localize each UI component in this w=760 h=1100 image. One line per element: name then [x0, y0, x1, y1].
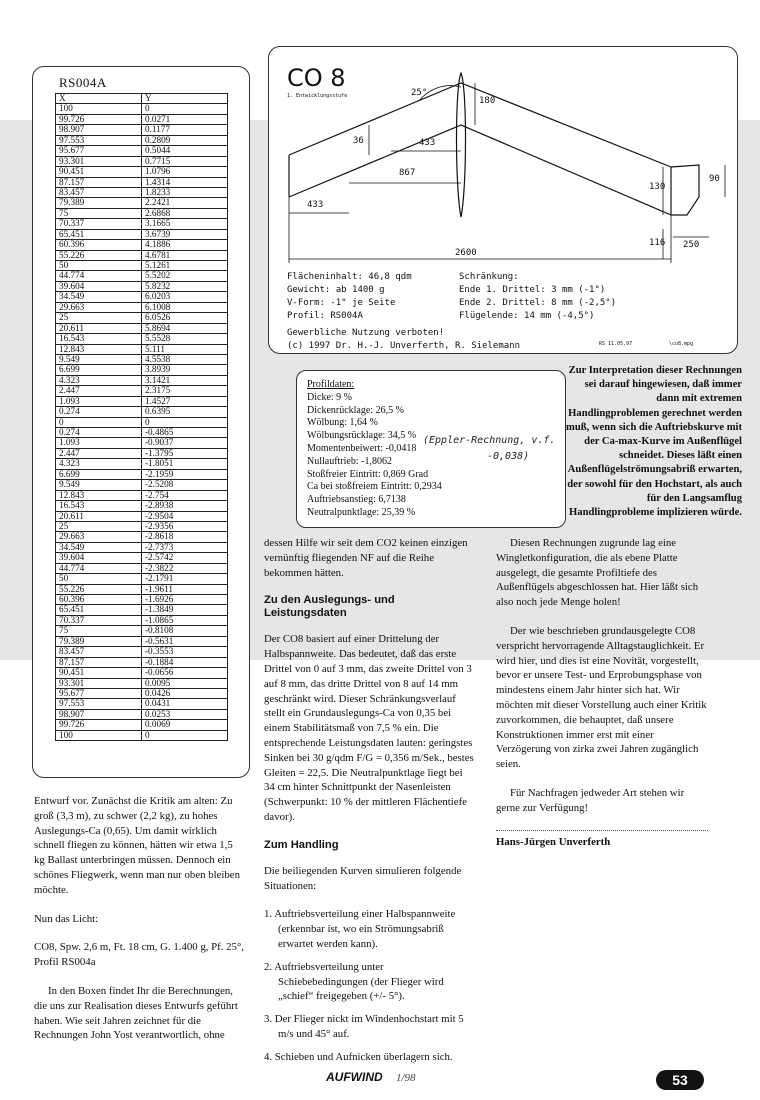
- handwritten-note-1: (Eppler-Rechnung, v.f.: [423, 435, 556, 446]
- dim-label-433-bottom: 433: [307, 200, 324, 210]
- dim-label-36: 36: [353, 136, 364, 146]
- cell-y: 1.0796: [142, 167, 228, 177]
- table-row: [56, 313, 228, 323]
- cell-x: 98.907: [56, 709, 142, 719]
- table-row: [56, 323, 228, 333]
- cell-y: 0.2809: [142, 135, 228, 145]
- table-row: [56, 261, 228, 271]
- table-row: [56, 354, 228, 364]
- cell-x: 16.543: [56, 334, 142, 344]
- cell-y: 0.0426: [142, 688, 228, 698]
- cell-y: -2.8618: [142, 532, 228, 542]
- list-item: 4. Schieben und Aufnicken überlagern sich.: [264, 1050, 453, 1063]
- table-row: [56, 438, 228, 448]
- cell-x: 60.396: [56, 240, 142, 250]
- column-header-x: X: [56, 94, 142, 104]
- col1-paragraph-4: In den Boxen findet Ihr die Berechnungen, die uns zur Realisation dieses Entwurfs geführt haben. Wie seit Jahren zeichnet für die Rechnungen John Yost verantwortlich, ohne: [34, 984, 238, 1042]
- cell-x: 70.337: [56, 615, 142, 625]
- table-row: [56, 511, 228, 521]
- spec-profile: Profil: RS004A: [287, 311, 363, 321]
- table-row: [56, 521, 228, 531]
- drawing-notice: Gewerbliche Nutzung verboten!: [287, 328, 445, 338]
- cell-x: 100: [56, 104, 142, 114]
- list-item: 1. Auftriebsverteilung einer Halbspannweite (erkennbar ist, wo ein Strömungsabriß erwartet werden kann).: [264, 908, 456, 950]
- page-number: 53: [656, 1070, 704, 1090]
- profile-line: Auftriebsanstieg: 6,7138: [307, 494, 406, 506]
- cell-x: 1.093: [56, 438, 142, 448]
- cell-x: 50: [56, 261, 142, 271]
- cell-y: 0.5044: [142, 146, 228, 156]
- table-row: [56, 250, 228, 260]
- fuselage-outline: [457, 73, 466, 217]
- cell-x: 9.549: [56, 354, 142, 364]
- table-row: [56, 626, 228, 636]
- cell-x: 97.553: [56, 135, 142, 145]
- table-row: [56, 574, 228, 584]
- cell-x: 98.907: [56, 125, 142, 135]
- cell-y: 0.0095: [142, 678, 228, 688]
- table-row: [56, 135, 228, 145]
- profile-heading: Profildaten:: [307, 379, 355, 390]
- drawing-copyright: (c) 1997 Dr. H.-J. Unverferth, R. Sielemann: [287, 341, 520, 351]
- column-2: [264, 536, 476, 1073]
- cell-y: 0: [142, 104, 228, 114]
- cell-y: -1.8051: [142, 459, 228, 469]
- col2-heading-1: Zu den Auslegungs- und Leistungsdaten: [264, 594, 395, 620]
- table-row: [56, 668, 228, 678]
- dim-label-116: 116: [649, 238, 666, 248]
- spec-washout-tip: Flügelende: 14 mm (-4,5°): [459, 311, 595, 321]
- cell-y: -0.0656: [142, 668, 228, 678]
- table-row: [56, 490, 228, 500]
- cell-y: -1.0865: [142, 615, 228, 625]
- cell-y: -0.9037: [142, 438, 228, 448]
- cell-y: 2.3175: [142, 386, 228, 396]
- profile-line: Momentenbeiwert: -0,0418: [307, 442, 417, 454]
- cell-x: 12.843: [56, 490, 142, 500]
- cell-y: -1.9611: [142, 584, 228, 594]
- table-row: [56, 469, 228, 479]
- col3-paragraph-3: Für Nachfragen jedweder Art stehen wir gerne zur Verfügung!: [496, 786, 685, 814]
- spec-dihedral: V-Form: -1° je Seite: [287, 298, 396, 308]
- list-item: 2. Auftriebsverteilung unter Schiebebedingungen (der Flieger wird „schief“ freigegeben (+/- 5°).: [264, 960, 444, 1003]
- cell-y: 5.1261: [142, 261, 228, 271]
- table-row: [56, 595, 228, 605]
- table-row: [56, 448, 228, 458]
- cell-x: 16.543: [56, 501, 142, 511]
- drawing-subtitle: 1. Entwicklungsstufe: [287, 93, 348, 99]
- cell-x: 79.389: [56, 198, 142, 208]
- table-row: [56, 229, 228, 239]
- col2-paragraph-1: dessen Hilfe wir seit dem CO2 keinen einzigen vernünftig fliegenden NF auf die Reihe bekommen hätten.: [264, 537, 468, 579]
- dim-label-25: 25°: [411, 88, 428, 98]
- col2-paragraph-2: Der CO8 basiert auf einer Drittelung der Halbspannweite. Das bedeutet, daß das erste Drittel von 0 auf 3 mm, das zweite Drittel von 3 auf 8 mm, das dritte Drittel von 8 auf 14 mm geschränkt wird. Dieser Schränkungsverlauf stellt ein Grundauslegungs-Ca von 0,35 bei einem Stabilitätsmaß von 7,5 % ein. Die entsprechende Leistungsdaten lauten: geringstes Sinken bei 30 g/qdm F/G = 0,356 m/Sek., bestes Gleiten = 22,5. Die Neutralpunktlage liegt bei 34 cm hinter Schnittpunkt der Nasenleisten (Schwerpunkt: 10 % der mittleren Flächentiefe davor).: [264, 633, 474, 823]
- cell-x: 95.677: [56, 688, 142, 698]
- table-row: [56, 542, 228, 552]
- cell-y: -2.3822: [142, 563, 228, 573]
- column-1: [34, 794, 246, 1057]
- table-row: [56, 699, 228, 709]
- cell-x: 70.337: [56, 219, 142, 229]
- table-row: [56, 428, 228, 438]
- table-row: [56, 678, 228, 688]
- cell-x: 39.604: [56, 281, 142, 291]
- cell-y: 0.0253: [142, 709, 228, 719]
- cell-y: -0.1884: [142, 657, 228, 667]
- table-row: [56, 219, 228, 229]
- table-row: [56, 125, 228, 135]
- cell-y: 2.2421: [142, 198, 228, 208]
- cell-x: 20.611: [56, 511, 142, 521]
- cell-x: 99.726: [56, 720, 142, 730]
- cell-y: -2.754: [142, 490, 228, 500]
- cell-x: 0: [56, 417, 142, 427]
- profile-line: Neutralpunktlage: 25,39 %: [307, 506, 416, 518]
- col2-heading-2: Zum Handling: [264, 838, 339, 851]
- table-row: [56, 407, 228, 417]
- profile-line: Dickenrücklage: 26,5 %: [307, 404, 404, 416]
- specs-left: [287, 271, 457, 323]
- cell-y: -1.3795: [142, 448, 228, 458]
- cell-y: 1.8233: [142, 187, 228, 197]
- table-row: [56, 688, 228, 698]
- cell-x: 65.451: [56, 605, 142, 615]
- col3-paragraph-2: Der wie beschrieben grundausgelegte CO8 verspricht hervorragende Alltagstauglichkeit. Er wird hier, und dies ist eine Novität, vorgestellt, bevor er unsere Test- und Erprobungsphase von mindestens einem Jahr hinter sich hat. Wir möchten mit dieser Vorstellung auch einer Kritik zuvorkommen, die behauptet, daß unsere Konstruktionen immer erst mit einer Verzögerung von zirka zwei Jahren zugänglich seien.: [496, 624, 707, 771]
- table-row: [56, 636, 228, 646]
- cell-x: 97.553: [56, 699, 142, 709]
- spec-area: Flächeninhalt: 46,8 qdm: [287, 272, 412, 282]
- cell-x: 75: [56, 208, 142, 218]
- cell-y: 0.1177: [142, 125, 228, 135]
- table-row: [56, 480, 228, 490]
- table-row: [56, 114, 228, 124]
- cell-y: 0.7715: [142, 156, 228, 166]
- table-row: [56, 657, 228, 667]
- cell-y: 5.8232: [142, 281, 228, 291]
- table-title: RS004A: [59, 75, 107, 90]
- cell-x: 29.663: [56, 532, 142, 542]
- spec-washout-1: Ende 1. Drittel: 3 mm (-1°): [459, 285, 606, 295]
- cell-x: 93.301: [56, 678, 142, 688]
- table-row: [56, 647, 228, 657]
- cell-x: 25: [56, 521, 142, 531]
- table-row: [56, 532, 228, 542]
- table-row: [56, 615, 228, 625]
- list-item: 3. Der Flieger nickt im Windenhochstart mit 5 m/s und 45° auf.: [264, 1013, 464, 1040]
- table-row: [56, 281, 228, 291]
- cell-y: 3.1421: [142, 375, 228, 385]
- table-row: [56, 417, 228, 427]
- handwritten-note-2: -0,038): [487, 451, 530, 462]
- cell-y: 5.111: [142, 344, 228, 354]
- table-row: [56, 720, 228, 730]
- cell-y: 6.0203: [142, 292, 228, 302]
- cell-y: -1.6926: [142, 595, 228, 605]
- cell-x: 9.549: [56, 480, 142, 490]
- cell-x: 55.226: [56, 250, 142, 260]
- winglet-outline: [671, 165, 699, 215]
- cell-x: 95.677: [56, 146, 142, 156]
- table-row: [56, 553, 228, 563]
- dim-label-130: 130: [649, 182, 666, 192]
- cell-x: 75: [56, 626, 142, 636]
- spec-weight: Gewicht: ab 1400 g: [287, 285, 385, 295]
- col1-paragraph-2: Nun das Licht:: [34, 912, 99, 925]
- table-row: [56, 208, 228, 218]
- dim-label-867: 867: [399, 168, 416, 178]
- table-row: [56, 563, 228, 573]
- cell-y: 0: [142, 730, 228, 740]
- cell-y: -2.1791: [142, 574, 228, 584]
- cell-y: 3.8939: [142, 365, 228, 375]
- cell-x: 50: [56, 574, 142, 584]
- profile-line: Wölbungsrücklage: 34,5 %: [307, 430, 417, 442]
- cell-y: 0.0271: [142, 114, 228, 124]
- dim-label-180: 180: [479, 96, 496, 106]
- cell-y: -2.9504: [142, 511, 228, 521]
- author-name: Hans-Jürgen Unverferth: [496, 830, 708, 850]
- col1-paragraph-1: Entwurf vor. Zunächst die Kritik am alten: Zu groß (3,3 m), zu schwer (2,2 kg), zu hohes Auslegungs-Ca (0,65). Um damit wirklich schnell fliegen zu können, hätten wir etwa 1,5 kg Ballast unterbringen müssen. Dennoch ein schönes Fliegwerk, wenn man nur oben bleiben möchte.: [34, 795, 240, 896]
- column-header-y: Y: [142, 94, 228, 104]
- issue-number: 1/98: [396, 1072, 416, 1084]
- cell-y: 3.1665: [142, 219, 228, 229]
- col2-paragraph-3: Die beiliegenden Kurven simulieren folgende Situationen:: [264, 864, 462, 892]
- table-row: [56, 375, 228, 385]
- table-body: [56, 104, 228, 741]
- cell-x: 44.774: [56, 563, 142, 573]
- cell-y: -2.1959: [142, 469, 228, 479]
- dim-label-2600: 2600: [455, 248, 477, 258]
- wing-trailing-edge: [289, 125, 671, 215]
- cell-y: -2.5742: [142, 553, 228, 563]
- cell-x: 20.611: [56, 323, 142, 333]
- profile-line: Stoßfreier Eintritt: 0,869 Grad: [307, 468, 429, 480]
- table-row: [56, 187, 228, 197]
- cell-y: 1.4314: [142, 177, 228, 187]
- table-row: [56, 104, 228, 114]
- cell-x: 93.301: [56, 156, 142, 166]
- cell-x: 4.323: [56, 459, 142, 469]
- table-row: [56, 198, 228, 208]
- dim-label-433-top: 433: [419, 138, 436, 148]
- table-row: [56, 459, 228, 469]
- cell-x: 6.699: [56, 469, 142, 479]
- table-row: [56, 501, 228, 511]
- cell-y: -0.8108: [142, 626, 228, 636]
- cell-y: -0.5631: [142, 636, 228, 646]
- cell-y: 6.1008: [142, 302, 228, 312]
- cell-y: 0: [142, 417, 228, 427]
- cell-x: 100: [56, 730, 142, 740]
- profile-line: Ca bei stoßfreiem Eintritt: 0,2934: [307, 481, 442, 493]
- drawing-code-1: RS 11.05.97: [599, 341, 633, 347]
- cell-x: 0.274: [56, 407, 142, 417]
- table-row: [56, 240, 228, 250]
- column-3: [496, 536, 708, 849]
- profile-line: Wölbung: 1,64 %: [307, 417, 378, 429]
- magazine-name: AUFWIND: [326, 1070, 383, 1084]
- cell-y: -2.8938: [142, 501, 228, 511]
- table-row: [56, 156, 228, 166]
- cell-x: 29.663: [56, 302, 142, 312]
- spec-washout-label: Schränkung:: [459, 272, 519, 282]
- table-row: [56, 605, 228, 615]
- col1-paragraph-3: CO8, Spw. 2,6 m, Ft. 18 cm, G. 1.400 g, Pf. 25°, Profil RS004a: [34, 941, 244, 969]
- cell-x: 0.274: [56, 428, 142, 438]
- cell-y: -2.9356: [142, 521, 228, 531]
- cell-y: 5.5202: [142, 271, 228, 281]
- table-row: [56, 177, 228, 187]
- table-row: [56, 709, 228, 719]
- table-header-row: [56, 94, 228, 104]
- cell-x: 2.447: [56, 448, 142, 458]
- profile-line: Dicke: 9 %: [307, 391, 352, 403]
- situations-list: [264, 907, 476, 1064]
- cell-y: 4.1886: [142, 240, 228, 250]
- cell-x: 87.157: [56, 177, 142, 187]
- table-row: [56, 396, 228, 406]
- coordinates-table: [55, 93, 228, 741]
- cell-y: -1.3849: [142, 605, 228, 615]
- cell-x: 44.774: [56, 271, 142, 281]
- cell-x: 87.157: [56, 657, 142, 667]
- cell-x: 25: [56, 313, 142, 323]
- spec-washout-2: Ende 2. Drittel: 8 mm (-2,5°): [459, 298, 617, 308]
- cell-y: 6.0526: [142, 313, 228, 323]
- table-row: [56, 344, 228, 354]
- cell-y: 0.0431: [142, 699, 228, 709]
- cell-x: 39.604: [56, 553, 142, 563]
- table-row: [56, 365, 228, 375]
- table-row: [56, 271, 228, 281]
- cell-x: 2.447: [56, 386, 142, 396]
- cell-x: 90.451: [56, 668, 142, 678]
- cell-x: 79.389: [56, 636, 142, 646]
- profile-data-box: [296, 370, 566, 528]
- cell-y: 5.8694: [142, 323, 228, 333]
- table-row: [56, 386, 228, 396]
- cell-x: 90.451: [56, 167, 142, 177]
- planform-drawing-box: [268, 46, 738, 354]
- cell-x: 60.396: [56, 595, 142, 605]
- cell-y: 4.6781: [142, 250, 228, 260]
- specs-right: [459, 271, 649, 323]
- table-row: [56, 146, 228, 156]
- cell-y: 4.5538: [142, 354, 228, 364]
- dim-label-250: 250: [683, 240, 700, 250]
- cell-x: 83.457: [56, 187, 142, 197]
- table-row: [56, 584, 228, 594]
- cell-y: -0.3553: [142, 647, 228, 657]
- table-row: [56, 302, 228, 312]
- table-row: [56, 334, 228, 344]
- cell-y: -2.5208: [142, 480, 228, 490]
- coordinates-table-box: [32, 66, 250, 778]
- dim-label-90: 90: [709, 174, 720, 184]
- cell-x: 6.699: [56, 365, 142, 375]
- cell-x: 34.549: [56, 542, 142, 552]
- cell-y: 3.6739: [142, 229, 228, 239]
- cell-y: 0.6395: [142, 407, 228, 417]
- cell-y: 0.0069: [142, 720, 228, 730]
- cell-x: 4.323: [56, 375, 142, 385]
- cell-y: 2.6868: [142, 208, 228, 218]
- cell-x: 55.226: [56, 584, 142, 594]
- cell-x: 12.843: [56, 344, 142, 354]
- cell-x: 99.726: [56, 114, 142, 124]
- cell-x: 65.451: [56, 229, 142, 239]
- profile-line: Nullauftrieb: -1,8062: [307, 455, 392, 467]
- drawing-code-2: \co8.mpg: [669, 341, 694, 347]
- cell-x: 34.549: [56, 292, 142, 302]
- cell-x: 83.457: [56, 647, 142, 657]
- table-row: [56, 167, 228, 177]
- table-row: [56, 292, 228, 302]
- table-row: [56, 730, 228, 740]
- cell-y: 1.4527: [142, 396, 228, 406]
- cell-y: -2.7373: [142, 542, 228, 552]
- drawing-title: CO 8: [287, 64, 346, 92]
- right-intro-text: Zur Interpretation dieser Rechnungen sei darauf hingewiesen, daß immer dann mit extremen Handlingproblemen gerechnet werden muß, wenn sich die Auftriebskurve mit der Ca-max-Kurve im Außenflügel schneidet. Dieses läßt einen Außenflügelströmungsabriß erwarten, der sowohl für den Hochstart, als auch für den Langsamflug Handlingprobleme implizieren würde.: [566, 365, 742, 519]
- cell-y: 5.5528: [142, 334, 228, 344]
- cell-x: 1.093: [56, 396, 142, 406]
- cell-y: -0.4865: [142, 428, 228, 438]
- col3-paragraph-1: Diesen Rechnungen zugrunde lag eine Wingletkonfiguration, die als ebene Platte ausgelegt, die gesamte Profiltiefe des Außenflügels abgeschlossen hat. Hier läßt sich also noch jede Menge holen!: [496, 537, 699, 609]
